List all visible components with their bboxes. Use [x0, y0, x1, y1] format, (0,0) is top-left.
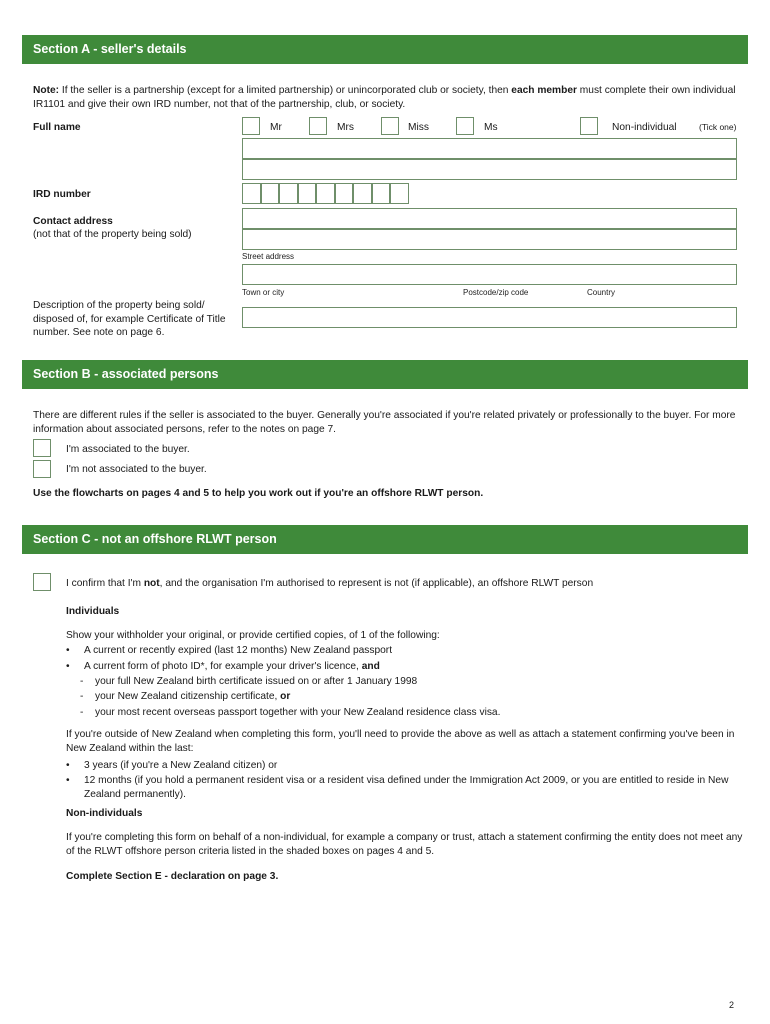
confirm-text-2: , and the organisation I'm authorised to represent is not (if applicable), an offshore RLWT person: [159, 578, 594, 589]
country-caption: Country: [587, 288, 616, 297]
contact-address-input-2[interactable]: [242, 229, 737, 250]
mr-label: Mr: [270, 122, 282, 133]
outside-bullet-12-months: 12 months (if you hold a permanent resident visa or a resident visa defined under the Immigration Act 2009, or you are entitled to reside in New Zealand permanently).: [84, 775, 729, 800]
miss-label: Miss: [408, 122, 429, 133]
mrs-checkbox[interactable]: [309, 117, 327, 135]
bullet-passport: A current or recently expired (last 12 months) New Zealand passport: [84, 645, 393, 656]
ird-digit-box[interactable]: [372, 183, 391, 204]
ird-number-label: IRD number: [33, 189, 91, 200]
photo-id-text: A current form of photo ID*, for example your driver's licence,: [84, 661, 362, 672]
tick-one-hint: (Tick one): [699, 122, 737, 132]
section-a-note: [33, 84, 745, 111]
bullet-mark: •: [66, 775, 70, 786]
flowchart-note: Use the flowcharts on pages 4 and 5 to help you work out if you're an offshore RLWT person.: [33, 488, 484, 499]
outside-nz-text: If you're outside of New Zealand when completing this form, you'll need to provide the above as well as attach a statement confirming you've been in New Zealand within the last:: [66, 729, 735, 754]
mr-checkbox[interactable]: [242, 117, 260, 135]
dash-mark: -: [80, 691, 84, 702]
note-text-1: If the seller is a partnership (except for a limited partnership) or unincorporated club or society, then: [59, 85, 512, 96]
bullet-mark: •: [66, 760, 70, 771]
contact-address-label: Contact address: [33, 216, 113, 227]
dash-citizenship: [95, 690, 290, 704]
not-associated-checkbox[interactable]: [33, 460, 51, 478]
individuals-heading: Individuals: [66, 606, 120, 617]
ird-number-input[interactable]: [242, 183, 409, 204]
bullet-mark: •: [66, 645, 70, 656]
ird-digit-box[interactable]: [261, 183, 280, 204]
outside-bullet-3-years: 3 years (if you're a New Zealand citizen) or: [84, 760, 278, 771]
non-individuals-heading: Non-individuals: [66, 808, 143, 819]
section-b-header: Section B - associated persons: [22, 360, 748, 389]
not-associated-label: I'm not associated to the buyer.: [66, 464, 207, 475]
complete-section-e-note: Complete Section E - declaration on page 3.: [66, 871, 279, 882]
contact-address-sublabel: (not that of the property being sold): [33, 229, 192, 240]
ird-digit-box[interactable]: [279, 183, 298, 204]
property-description-input[interactable]: [242, 307, 737, 328]
ird-digit-box[interactable]: [335, 183, 354, 204]
confirm-bold: not: [143, 578, 160, 589]
ms-checkbox[interactable]: [456, 117, 474, 135]
note-text-2: must complete their own individual IR1101 and give their own IRD number, not that of the partnership, club, or society.: [33, 85, 736, 110]
dash-overseas-passport: your most recent overseas passport together with your New Zealand residence class visa.: [95, 707, 501, 718]
not-offshore-confirm-label: [66, 577, 593, 591]
associated-label: I'm associated to the buyer.: [66, 444, 190, 455]
associated-checkbox[interactable]: [33, 439, 51, 457]
ird-digit-box[interactable]: [298, 183, 317, 204]
section-b-intro: There are different rules if the seller is associated to the buyer. Generally you're associated if you're related privately or professionally to the buyer. For more information about associated persons, refer to the notes on page 7.: [33, 410, 736, 435]
dash-mark: -: [80, 676, 84, 687]
non-individuals-text: If you're completing this form on behalf of a non-individual, for example a company or trust, attach a statement confirming the entity does not meet any of the RLWT offshore person criteria listed in the shaded boxes on pages 4 and 5.: [66, 832, 743, 857]
ird-digit-box[interactable]: [390, 183, 409, 204]
not-offshore-confirm-checkbox[interactable]: [33, 573, 51, 591]
section-a-header: Section A - seller's details: [22, 35, 748, 64]
ird-digit-box[interactable]: [316, 183, 335, 204]
bullet-mark: •: [66, 661, 70, 672]
dash-mark: -: [80, 707, 84, 718]
full-name-input-1[interactable]: [242, 138, 737, 159]
ird-digit-box[interactable]: [242, 183, 261, 204]
contact-address-input-1[interactable]: [242, 208, 737, 229]
ird-digit-box[interactable]: [353, 183, 372, 204]
citizenship-bold: or: [280, 691, 291, 702]
full-name-input-2[interactable]: [242, 159, 737, 180]
note-bold: each member: [511, 85, 577, 96]
mrs-label: Mrs: [337, 122, 354, 133]
photo-id-bold: and: [361, 661, 380, 672]
dash-birth-certificate: your full New Zealand birth certificate issued on or after 1 January 1998: [95, 676, 418, 687]
confirm-text-1: I confirm that I'm: [66, 578, 144, 589]
non-individual-checkbox[interactable]: [580, 117, 598, 135]
bullet-photo-id: [84, 660, 380, 674]
street-address-caption: Street address: [242, 252, 295, 261]
non-individual-label: Non-individual: [612, 122, 677, 133]
show-withholder-text: Show your withholder your original, or provide certified copies, of 1 of the following:: [66, 630, 440, 641]
ms-label: Ms: [484, 122, 498, 133]
page-number: 2: [729, 1000, 735, 1010]
town-postcode-country-input[interactable]: [242, 264, 737, 285]
miss-checkbox[interactable]: [381, 117, 399, 135]
postcode-caption: Postcode/zip code: [463, 288, 529, 297]
section-c-header: Section C - not an offshore RLWT person: [22, 525, 748, 554]
town-city-caption: Town or city: [242, 288, 285, 297]
property-description-label: Description of the property being sold/ disposed of, for example Certificate of Title number. See note on page 6.: [33, 300, 226, 338]
citizenship-text: your New Zealand citizenship certificate,: [95, 691, 281, 702]
note-label: Note:: [33, 85, 60, 96]
full-name-label: Full name: [33, 122, 81, 133]
